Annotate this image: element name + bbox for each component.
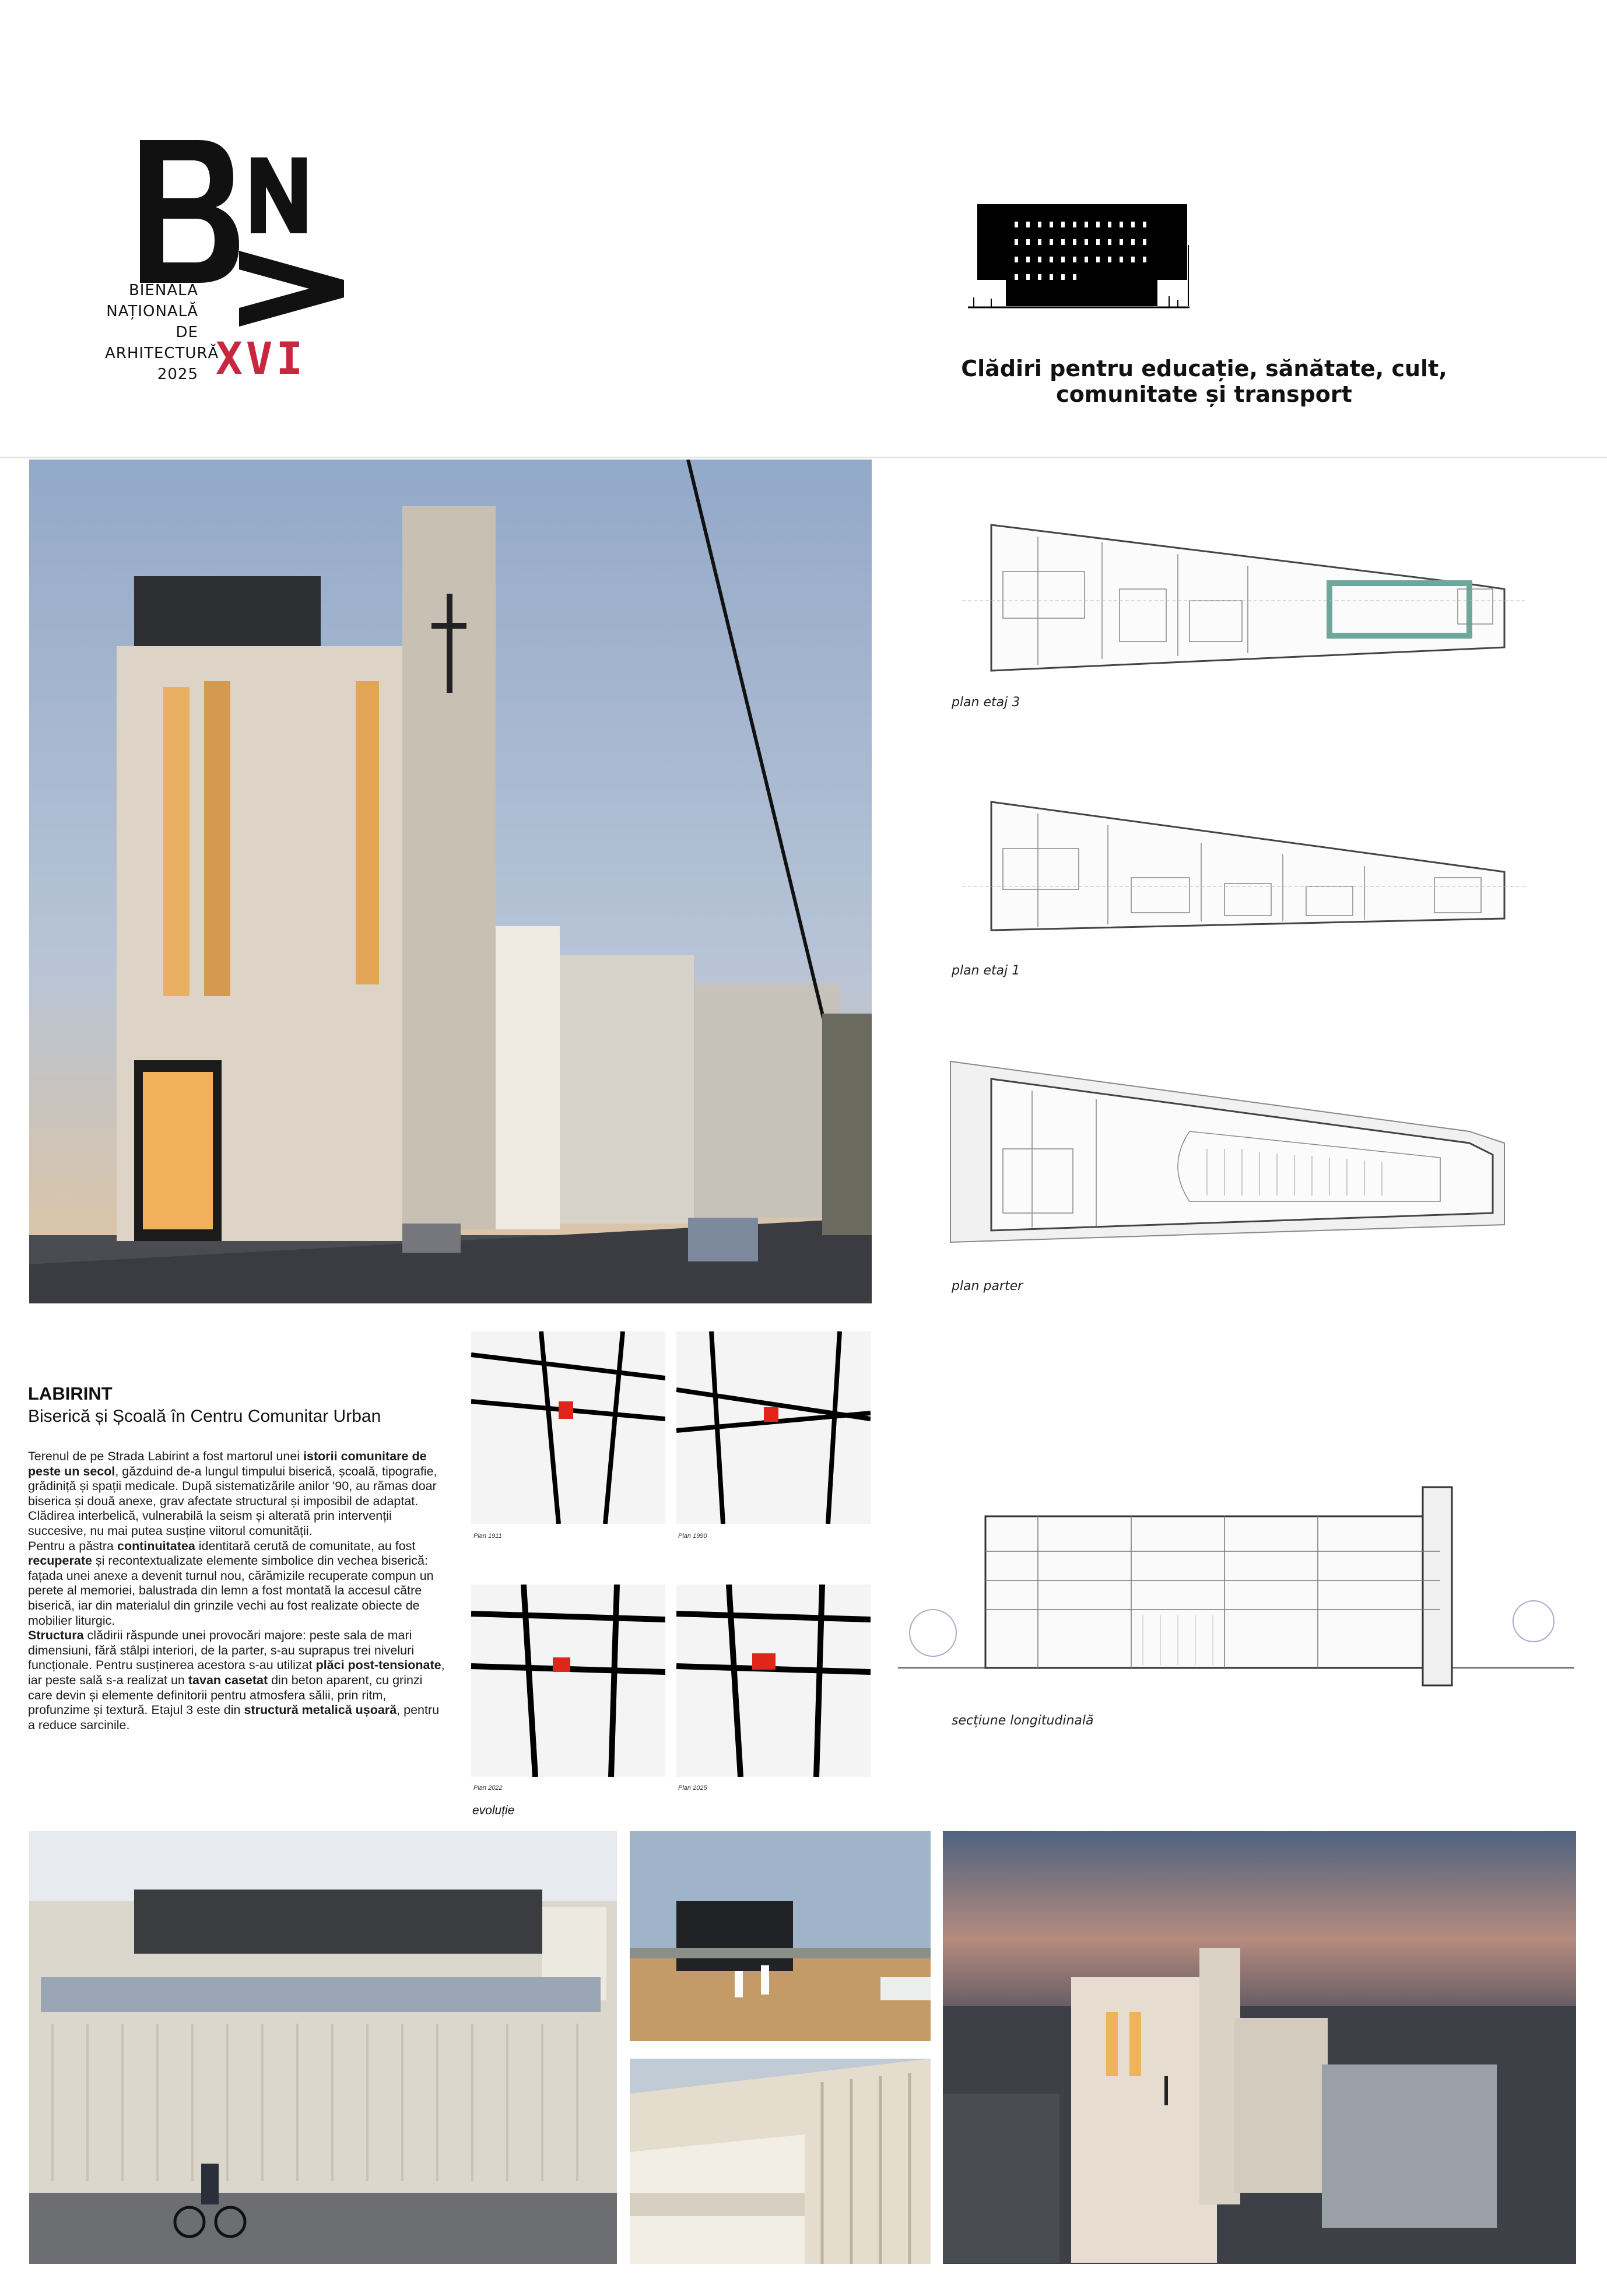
header-divider [0, 457, 1607, 458]
map-1911 [471, 1331, 665, 1524]
map-2025 [676, 1585, 871, 1777]
body-text-run: , pentru a reduce sarcinile. [28, 1703, 440, 1732]
plan-ground-floor-drawing [945, 1056, 1528, 1266]
plan-floor-1-drawing [956, 790, 1528, 959]
photo-facade-cyclist [29, 1831, 617, 2264]
logo-line: DE [176, 324, 198, 341]
logo-line: 2025 [157, 366, 198, 383]
evolution-caption: evoluție [472, 1804, 515, 1817]
body-text-run: Terenul de pe Strada Labirint a fost martorul unei [28, 1449, 304, 1463]
category-building-icon [968, 198, 1277, 332]
description-paragraph [28, 1539, 448, 1629]
map-1990 [676, 1331, 871, 1524]
emphasis-text: plăci post-tensionate [315, 1658, 441, 1673]
map-label: Plan 2022 [473, 1785, 503, 1792]
body-text-run: Pentru a păstra [28, 1538, 117, 1553]
body-text-run: clădirii răspunde unei provocări majore: peste sala de mari dimensiuni, fără stâlpi interiori, de la parter, s-au suprapus trei niveluri funcționale. Pentru susținerea acestora s-au utilizat [28, 1628, 415, 1673]
project-title: LABIRINT [28, 1383, 113, 1404]
emphasis-text: istorii comunitare de peste un secol [28, 1449, 427, 1478]
plan-floor-3-drawing [956, 502, 1528, 676]
plan-parter-caption: plan parter [952, 1279, 1023, 1294]
body-text-run: , găzduind de-a lungul timpului biserică, școală, tipografie, grădiniță și spații medicale. După sistematizările anilor '90, au rămas doar biserica și două anexe, grav afectate structural și imposibil de adaptat. Clădirea interbelică, vulnerabilă la seism și alterată prin intervenții succesive, nu mai putea susține viitorul comunității. [28, 1464, 437, 1538]
edition-number: XVI [216, 332, 307, 384]
longitudinal-section-drawing [898, 1475, 1574, 1709]
plan-etaj-3-caption: plan etaj 3 [952, 695, 1020, 710]
map-label: Plan 2025 [678, 1785, 707, 1792]
logo-line: BIENALA [128, 282, 198, 299]
photo-facade-detail [630, 2059, 931, 2264]
logo-wordmark [105, 280, 219, 385]
project-description [28, 1449, 448, 1733]
description-paragraph [28, 1449, 448, 1539]
map-2022 [471, 1585, 665, 1777]
body-text-run: identitară cerută de comunitate, au fost [195, 1538, 416, 1553]
emphasis-text: Structura [28, 1628, 84, 1643]
logo-line: ARHITECTURĂ [105, 345, 219, 362]
description-paragraph [28, 1628, 448, 1733]
body-text-run: și recontextualizate elemente simbolice din vechea biserică: fațada unei anexe a devenit turnul nou, cărămizile recuperate compun un perete al memoriei, balustrada din lemn a fost montată la accesul către biserică, iar din materialul din grinzile vechi au fost realizate obiecte de mobilier liturgic. [28, 1554, 434, 1628]
body-text-run: din beton aparent, cu grinzi care devin și elemente definitorii pentru atmosfera sălii, prin ritm, profunzime și textură. Etajul 3 este din [28, 1673, 423, 1717]
emphasis-text: continuitatea [117, 1538, 195, 1553]
emphasis-text: recuperate [28, 1554, 92, 1568]
logo-line: NAȚIONALĂ [106, 303, 198, 320]
category-title: Clădiri pentru educație, sănătate, cult, comunitate și transport [961, 356, 1447, 407]
emphasis-text: tavan casetat [188, 1673, 268, 1687]
photo-rooftop-terrace [630, 1831, 931, 2041]
main-photo-church-tower [29, 460, 872, 1303]
project-subtitle: Biserică și Școală în Centru Comunitar Urban [28, 1407, 381, 1426]
emphasis-text: structură metalică ușoară [244, 1703, 397, 1717]
map-label: Plan 1990 [678, 1533, 707, 1540]
map-label: Plan 1911 [473, 1533, 502, 1540]
body-text-run: , iar peste sală s-a realizat un [28, 1658, 445, 1687]
section-caption: secțiune longitudinală [952, 1713, 1094, 1728]
photo-aerial-dusk [943, 1831, 1576, 2264]
plan-etaj-1-caption: plan etaj 1 [952, 963, 1020, 978]
